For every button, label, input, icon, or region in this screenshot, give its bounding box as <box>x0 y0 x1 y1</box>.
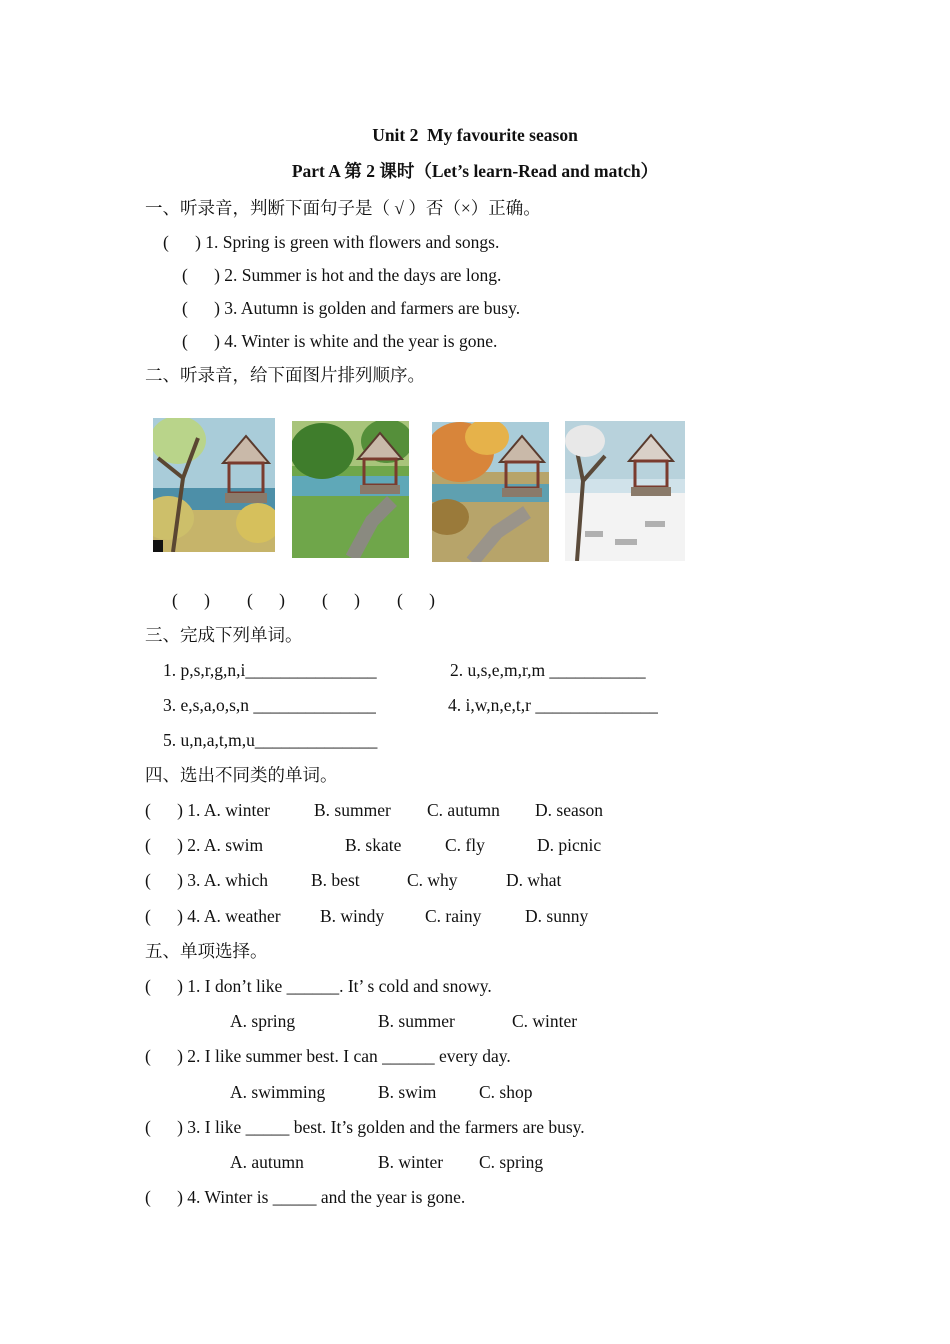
option-b: B. swim <box>378 1082 437 1102</box>
section4-heading: 四、选出不同类的单词。 <box>145 765 338 785</box>
option-a: A. spring <box>230 1011 296 1031</box>
option-c: C. rainy <box>425 906 482 926</box>
section1-item: ( ) 3. Autumn is golden and farmers are busy. <box>182 298 521 318</box>
option-d: D. what <box>506 870 562 890</box>
option-b: B. best <box>311 870 360 890</box>
section1-item: ( ) 1. Spring is green with flowers and songs. <box>163 232 500 252</box>
section1-heading: 一、听录音，判断下面句子是（ √ ）否（×）正确。 <box>145 198 541 218</box>
question-number: ( ) 2. A. swim <box>145 835 264 855</box>
word-item: 1. p,s,r,g,n,i_______________ <box>163 660 377 680</box>
question-number: ( ) 1. A. winter <box>145 800 270 820</box>
section3-heading: 三、完成下列单词。 <box>145 625 303 645</box>
word-item: 4. i,w,n,e,t,r ______________ <box>448 695 658 715</box>
summer-scene-image <box>292 421 409 558</box>
section1-item: ( ) 4. Winter is white and the year is gone. <box>182 331 498 351</box>
question-number: ( ) 3. A. which <box>145 870 268 890</box>
spring-scene-image <box>153 418 275 552</box>
question-text: ( ) 2. I like summer best. I can ______ every day. <box>145 1046 511 1066</box>
option-a: A. autumn <box>230 1152 304 1172</box>
question-number: ( ) 4. A. weather <box>145 906 281 926</box>
order-bracket: ( ) <box>247 590 285 610</box>
question-text: ( ) 1. I don’t like ______. It’ s cold and snowy. <box>145 976 492 996</box>
word-item: 2. u,s,e,m,r,m ___________ <box>450 660 646 680</box>
question-text: ( ) 3. I like _____ best. It’s golden and the farmers are busy. <box>145 1117 585 1137</box>
option-b: B. windy <box>320 906 385 926</box>
option-b: B. summer <box>378 1011 455 1031</box>
order-bracket: ( ) <box>322 590 360 610</box>
option-d: D. picnic <box>537 835 602 855</box>
order-bracket: ( ) <box>172 590 210 610</box>
winter-scene-image <box>565 421 685 561</box>
page-subtitle: Part A 第 2 课时（Let’s learn-Read and match） <box>291 161 659 181</box>
option-d: D. season <box>535 800 604 820</box>
option-c: C. winter <box>512 1011 578 1031</box>
option-c: C. shop <box>479 1082 533 1102</box>
option-d: D. sunny <box>525 906 589 926</box>
option-c: C. fly <box>445 835 485 855</box>
option-c: C. why <box>407 870 458 890</box>
page-title: Unit 2 My favourite season <box>372 125 578 145</box>
section5-heading: 五、单项选择。 <box>145 941 268 961</box>
option-b: B. skate <box>345 835 402 855</box>
option-b: B. winter <box>378 1152 444 1172</box>
autumn-scene-image <box>432 422 549 562</box>
word-item: 5. u,n,a,t,m,u______________ <box>163 730 378 750</box>
option-c: C. autumn <box>427 800 500 820</box>
option-b: B. summer <box>314 800 391 820</box>
option-a: A. swimming <box>230 1082 326 1102</box>
order-bracket: ( ) <box>397 590 435 610</box>
word-item: 3. e,s,a,o,s,n ______________ <box>163 695 376 715</box>
section1-item: ( ) 2. Summer is hot and the days are long. <box>182 265 502 285</box>
option-c: C. spring <box>479 1152 544 1172</box>
question-text: ( ) 4. Winter is _____ and the year is gone. <box>145 1187 466 1207</box>
section2-heading: 二、听录音，给下面图片排列顺序。 <box>145 365 425 385</box>
